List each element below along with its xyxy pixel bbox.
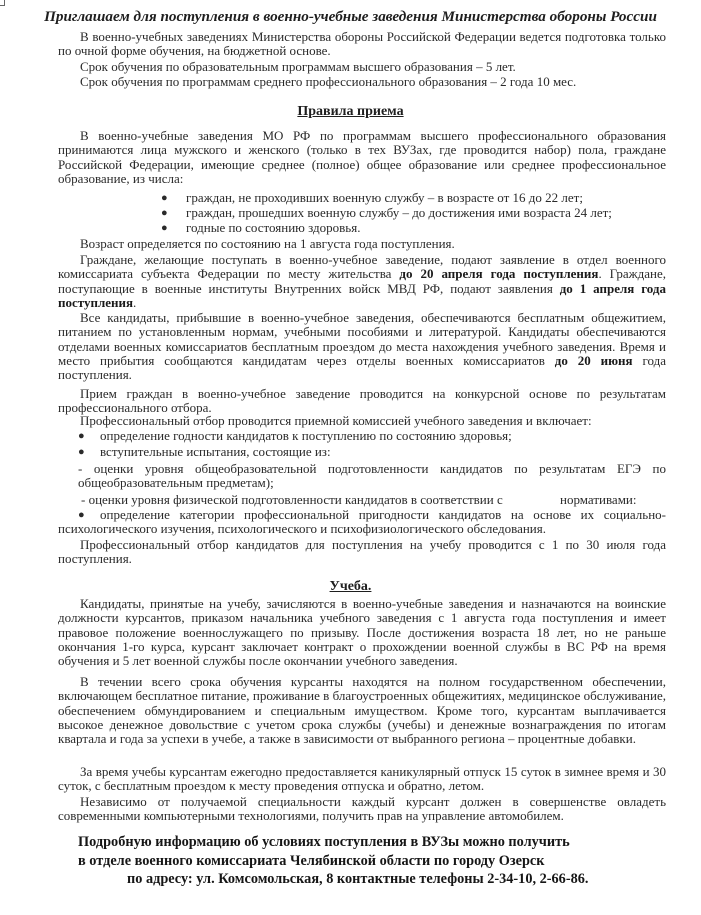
term-secondary: Срок обучения по программам среднего профессионального образования – 2 года 10 мес. bbox=[80, 74, 577, 89]
selection-intro: Профессиональный отбор проводится приемной комиссией учебного заведения и включает: bbox=[80, 413, 592, 428]
text: года поступления. bbox=[58, 352, 666, 383]
study-paragraph-3: За время учебы курсантам ежегодно предоставляется каникулярный отпуск 15 суток в зимнее время и 30 суток, с бесплатным проездом к месту проведения отпуска и обратно, летом. bbox=[58, 764, 666, 794]
deadline-april-1: до 1 апреля года поступления bbox=[58, 280, 666, 310]
intro-paragraph: В военно-учебных заведениях Министерства обороны Российской Федерации ведется подготовка только по очной форме обучения, на бюджетной основе. bbox=[58, 29, 666, 59]
text: . bbox=[133, 294, 137, 310]
exam-physical-norms: нормативами: bbox=[560, 492, 637, 507]
study-paragraph-1: Кандидаты, принятые на учебу, зачисляются в военно-учебные заведения и назначаются на воинские должности курсантов, приказом начальника учебного заведения с 1 августа года поступления и имеет правовое положение военнослужащего по призыву. После достижения возраста 18 лет, но не раньше окончания 1-го курса, курсант заключает контракт о прохождении военной службы в ВС РФ на время обучения и 5 лет военной службы после окончании учебного заведения. bbox=[58, 596, 666, 669]
application-paragraph bbox=[58, 253, 666, 310]
list-item: определение годности кандидатов к поступлению по состоянию здоровья; bbox=[100, 428, 512, 443]
rules-paragraph: В военно-учебные заведения МО РФ по программам высшего профессионального образования принимаются лица мужского и женского (только в тех ВУЗах, где проводится набор) пола, граждане Российской Федерации, имеющие среднее (полное) общее образование или среднее профессиональное образование, из числа: bbox=[58, 128, 666, 186]
contact-address: по адресу: ул. Комсомольская, 8 контактные телефоны 2-34-10, 2-66-86. bbox=[127, 871, 589, 887]
study-paragraph-2: В течении всего срока обучения курсанты находятся на полном государственном обеспечении, включающем бесплатное питание, проживание в благоустроенных общежитиях, медицинское обслуживание, обеспечением обмундированием и специальным имуществом. Кроме того, курсантам выплачивается высокое денежное довольствие с учетом срока службы (учебы) и денежные вознаграждения по итогам квартала и года за успехи в учебе, а также в зависимости от выбранного региона – процентные добавки. bbox=[58, 674, 666, 747]
scan-corner-mark bbox=[0, 0, 5, 6]
bullet-icon: ● bbox=[78, 430, 85, 442]
list-item: годные по состоянию здоровья. bbox=[186, 220, 361, 235]
competition-paragraph: Прием граждан в военно-учебное заведение проводится на конкурсной основе по результатам профессионального отбора. bbox=[58, 386, 666, 416]
text: Все кандидаты, прибывшие в военно-учебное заведения, обеспечиваются бесплатным общежитием, питанием по установленным нормам, учебными пособиями и литературой. Кандидаты обеспечиваются отделами военных комиссариатов бесплатным проездом до места нахождения учебного заведения. Время и место прибытия сообщаются кандидатам через отделы военных комиссариатов bbox=[58, 310, 666, 368]
study-heading: Учеба. bbox=[329, 579, 372, 594]
list-item: граждан, прошедших военную службу – до достижения ими возраста 24 лет; bbox=[186, 205, 612, 220]
deadline-april-20: до 20 апреля года поступления bbox=[399, 266, 599, 282]
term-higher: Срок обучения по образовательным программам высшего образования – 5 лет. bbox=[80, 59, 516, 74]
contact-line-2: в отделе военного комиссариата Челябинской области по городу Озерск bbox=[78, 853, 545, 869]
document-title: Приглашаем для поступления в военно-учебные заведения Министерства обороны России bbox=[44, 8, 657, 25]
text: . Граждане, поступающие в военные институты Внутренних войск МВД РФ, подают заявления bbox=[58, 266, 666, 296]
arrival-paragraph bbox=[58, 311, 666, 382]
bullet-icon: ● bbox=[161, 207, 168, 219]
rules-heading: Правила приема bbox=[297, 104, 404, 119]
list-item: граждан, не проходивших военную службу – в возрасте от 16 до 22 лет; bbox=[186, 190, 583, 205]
bullet-icon: ● bbox=[161, 192, 168, 204]
list-item: вступительные испытания, состоящие из: bbox=[100, 444, 331, 459]
exam-general: - оценки уровня общеобразовательной подготовленности кандидатов по результатам ЕГЭ по общеобразовательным предметам); bbox=[78, 461, 666, 491]
bullet-icon: ● bbox=[161, 222, 168, 234]
exam-physical: - оценки уровня физической подготовленности кандидатов в соответствии с bbox=[81, 492, 503, 507]
bullet-icon: ● bbox=[78, 509, 85, 521]
age-note: Возраст определяется по состоянию на 1 августа года поступления. bbox=[80, 236, 455, 251]
category-bullet: определение категории профессиональной пригодности кандидатов на основе их социально-психологического изучения, психологического и психофизиологического обследования. bbox=[58, 507, 666, 537]
contact-line-1: Подробную информацию об условиях поступления в ВУЗы можно получить bbox=[78, 834, 570, 850]
deadline-june-20: до 20 июня bbox=[554, 352, 633, 368]
bullet-icon: ● bbox=[78, 446, 85, 458]
text: Граждане, желающие поступать в военно-учебное заведение, подают заявление в отдел военного комиссариата субъекта Федерации по месту жительства bbox=[58, 252, 666, 282]
study-paragraph-4: Независимо от получаемой специальности каждый курсант должен в совершенстве овладеть современными компьютерными технологиями, получить прав на управление автомобилем. bbox=[58, 794, 666, 824]
selection-dates: Профессиональный отбор кандидатов для поступления на учебу проводится с 1 по 30 июля года поступления. bbox=[58, 537, 666, 567]
